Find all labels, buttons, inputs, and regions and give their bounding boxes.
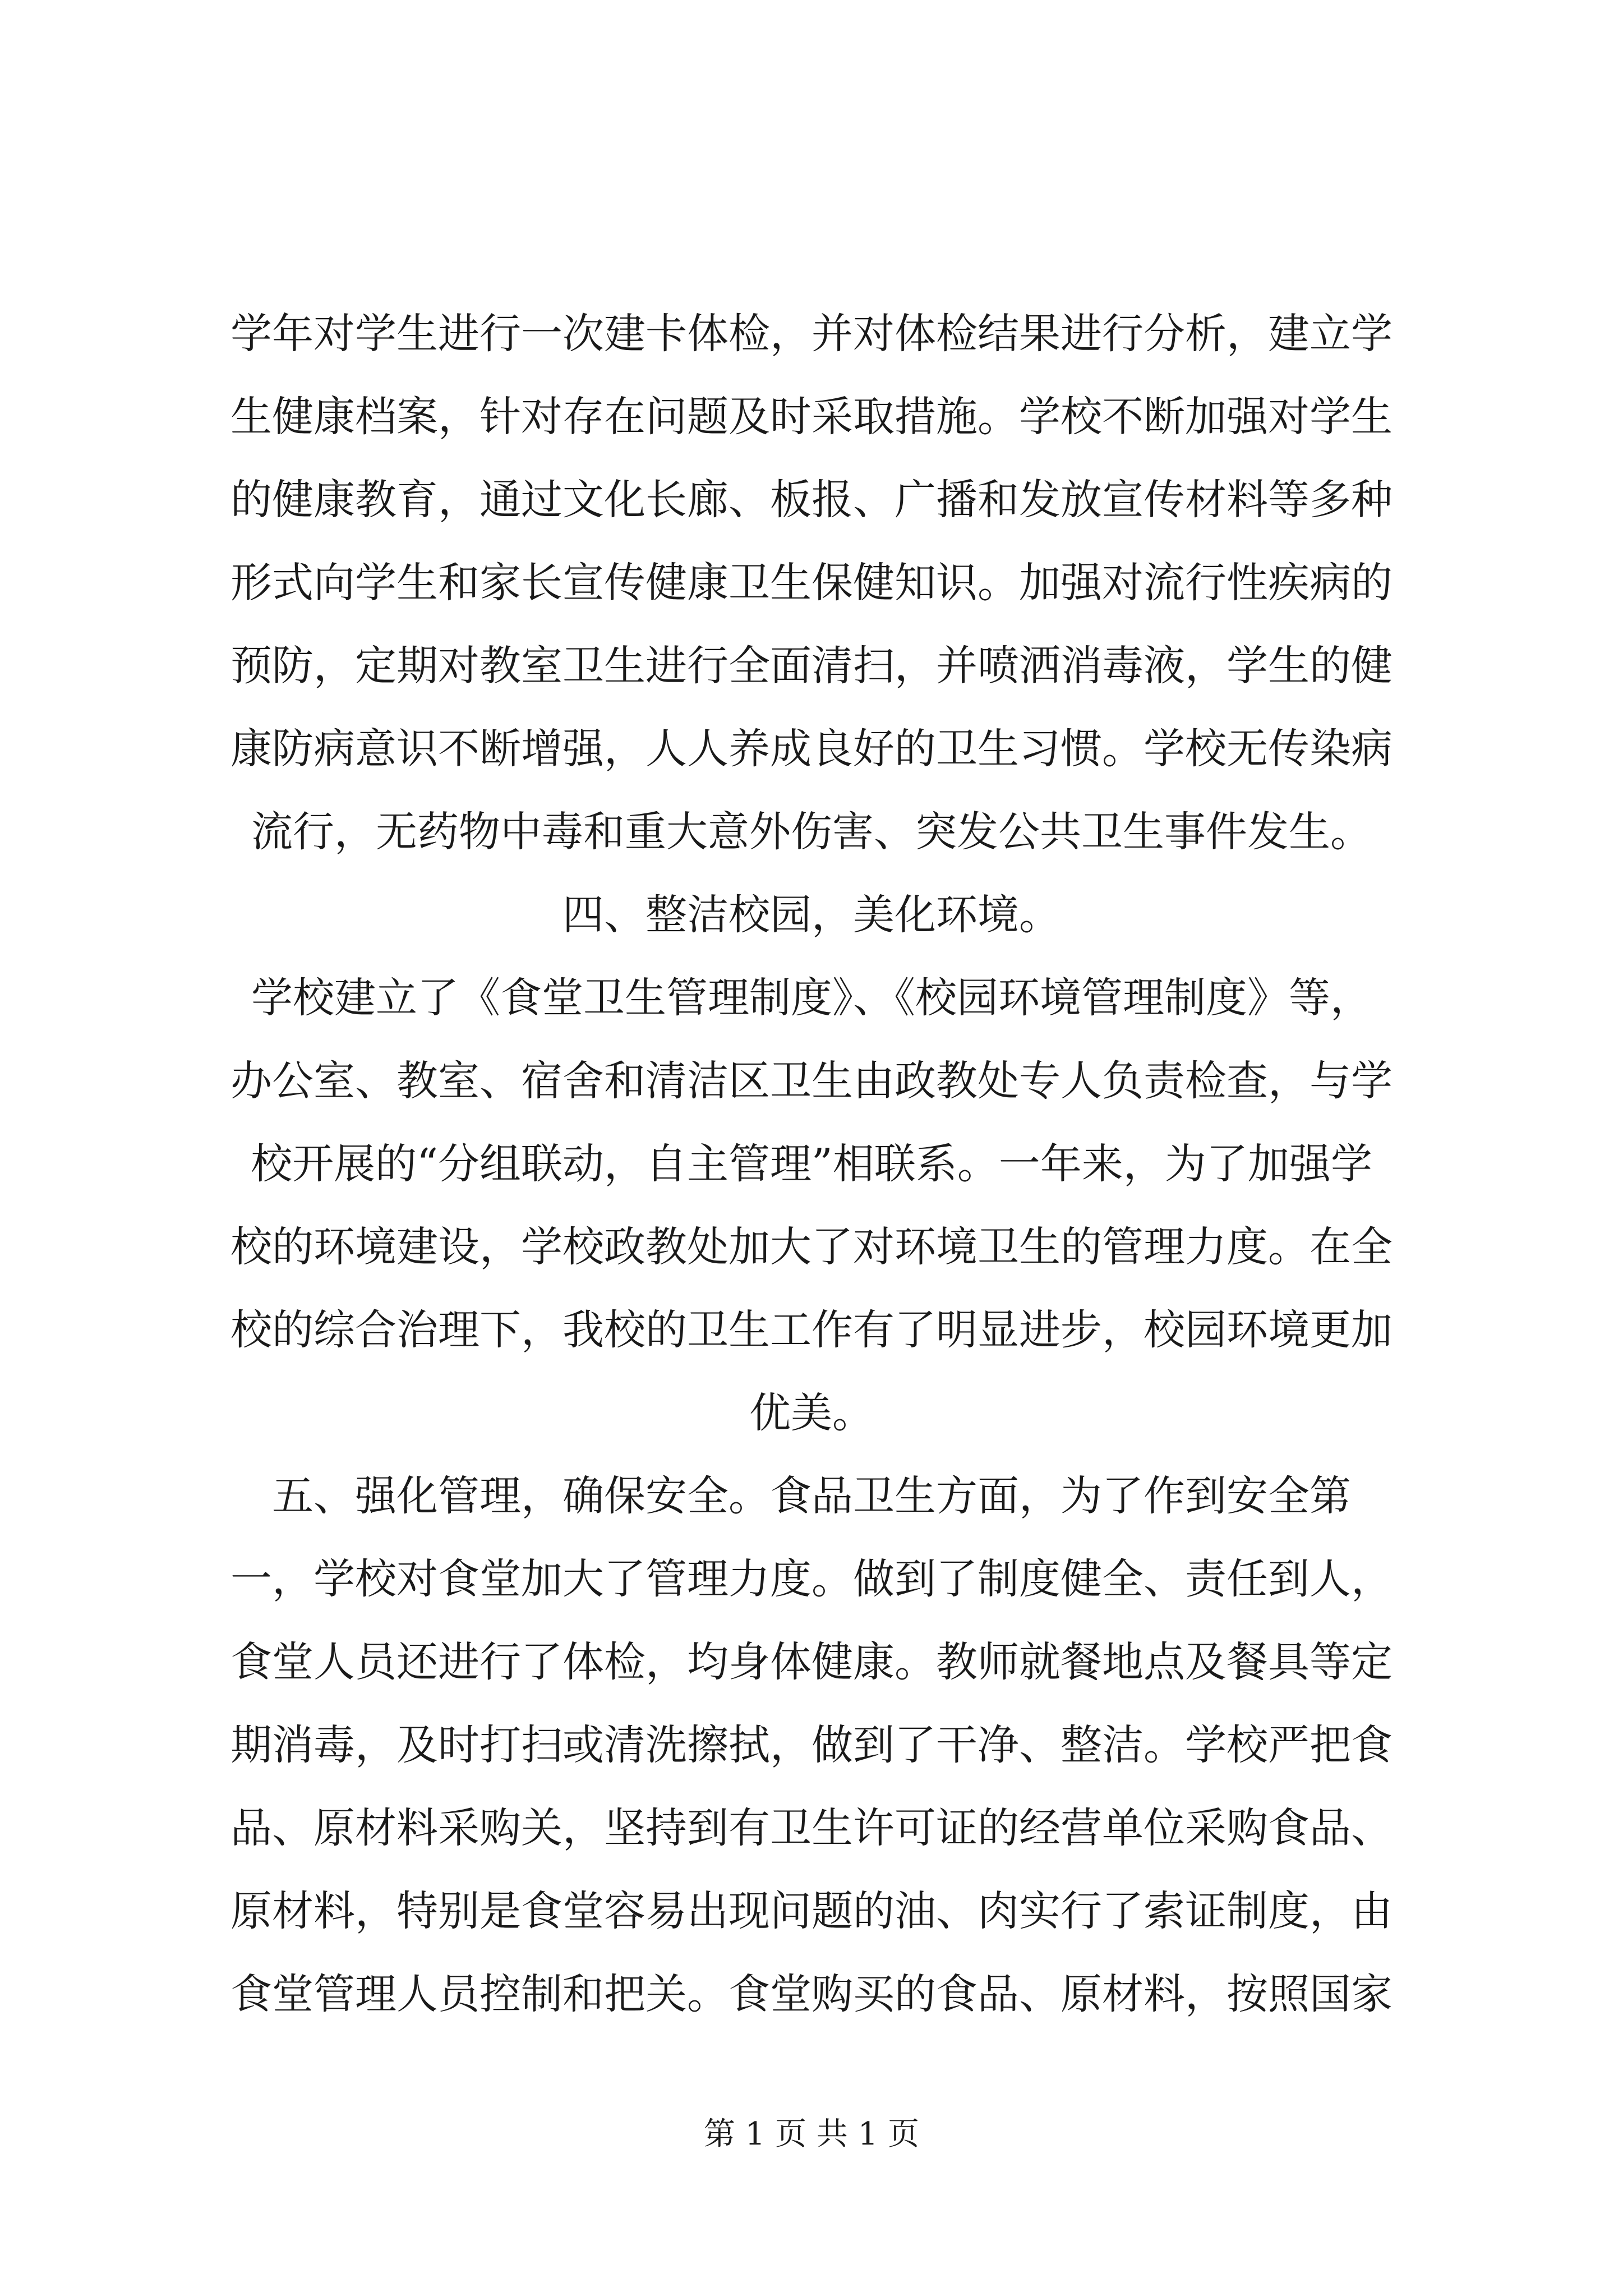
text-line: 品、原材料采购关，坚持到有卫生许可证的经营单位采购食品、 [230, 1804, 1393, 1852]
text-line: 食堂人员还进行了体检，均身体健康。教师就餐地点及餐具等定 [230, 1638, 1393, 1686]
text-line: 校的环境建设，学校政教处加大了对环境卫生的管理力度。在全 [230, 1223, 1393, 1271]
page-footer: 第 1 页 共 1 页 [703, 2116, 920, 2152]
text-line: 形式向学生和家长宣传健康卫生保健知识。加强对流行性疾病的 [230, 559, 1393, 607]
text-line: 优美。 [749, 1389, 874, 1437]
text-line: 生健康档案，针对存在问题及时采取措施。学校不断加强对学生 [230, 393, 1393, 441]
text-line: 学校建立了《食堂卫生管理制度》、《校园环境管理制度》等， [251, 974, 1372, 1022]
text-line: 校开展的“分组联动，自主管理”相联系。一年来，为了加强学 [251, 1140, 1372, 1188]
text-line: 学年对学生进行一次建卡体检，并对体检结果进行分析，建立学 [230, 310, 1393, 358]
text-line: 康防病意识不断增强，人人养成良好的卫生习惯。学校无传染病 [230, 725, 1393, 773]
text-line: 一，学校对食堂加大了管理力度。做到了制度健全、责任到人， [230, 1555, 1393, 1603]
text-line: 预防，定期对教室卫生进行全面清扫，并喷洒消毒液，学生的健 [230, 642, 1393, 690]
text-line: 原材料，特别是食堂容易出现问题的油、肉实行了索证制度，由 [230, 1887, 1393, 1935]
text-line: 期消毒，及时打扫或清洗擦拭，做到了干净、整洁。学校严把食 [230, 1721, 1393, 1769]
text-line: 食堂管理人员控制和把关。食堂购买的食品、原材料，按照国家 [230, 1970, 1393, 2018]
text-line: 的健康教育，通过文化长廊、板报、广播和发放宣传材料等多种 [230, 476, 1393, 524]
section-heading: 五、强化管理，确保安全。食品卫生方面，为了作到安全第 [272, 1472, 1351, 1520]
text-line: 校的综合治理下，我校的卫生工作有了明显进步，校园环境更加 [230, 1306, 1393, 1354]
text-line: 办公室、教室、宿舍和清洁区卫生由政教处专人负责检查，与学 [230, 1057, 1393, 1105]
section-heading: 四、整洁校园，美化环境。 [562, 891, 1061, 939]
text-line: 流行，无药物中毒和重大意外伤害、突发公共卫生事件发生。 [251, 808, 1372, 856]
